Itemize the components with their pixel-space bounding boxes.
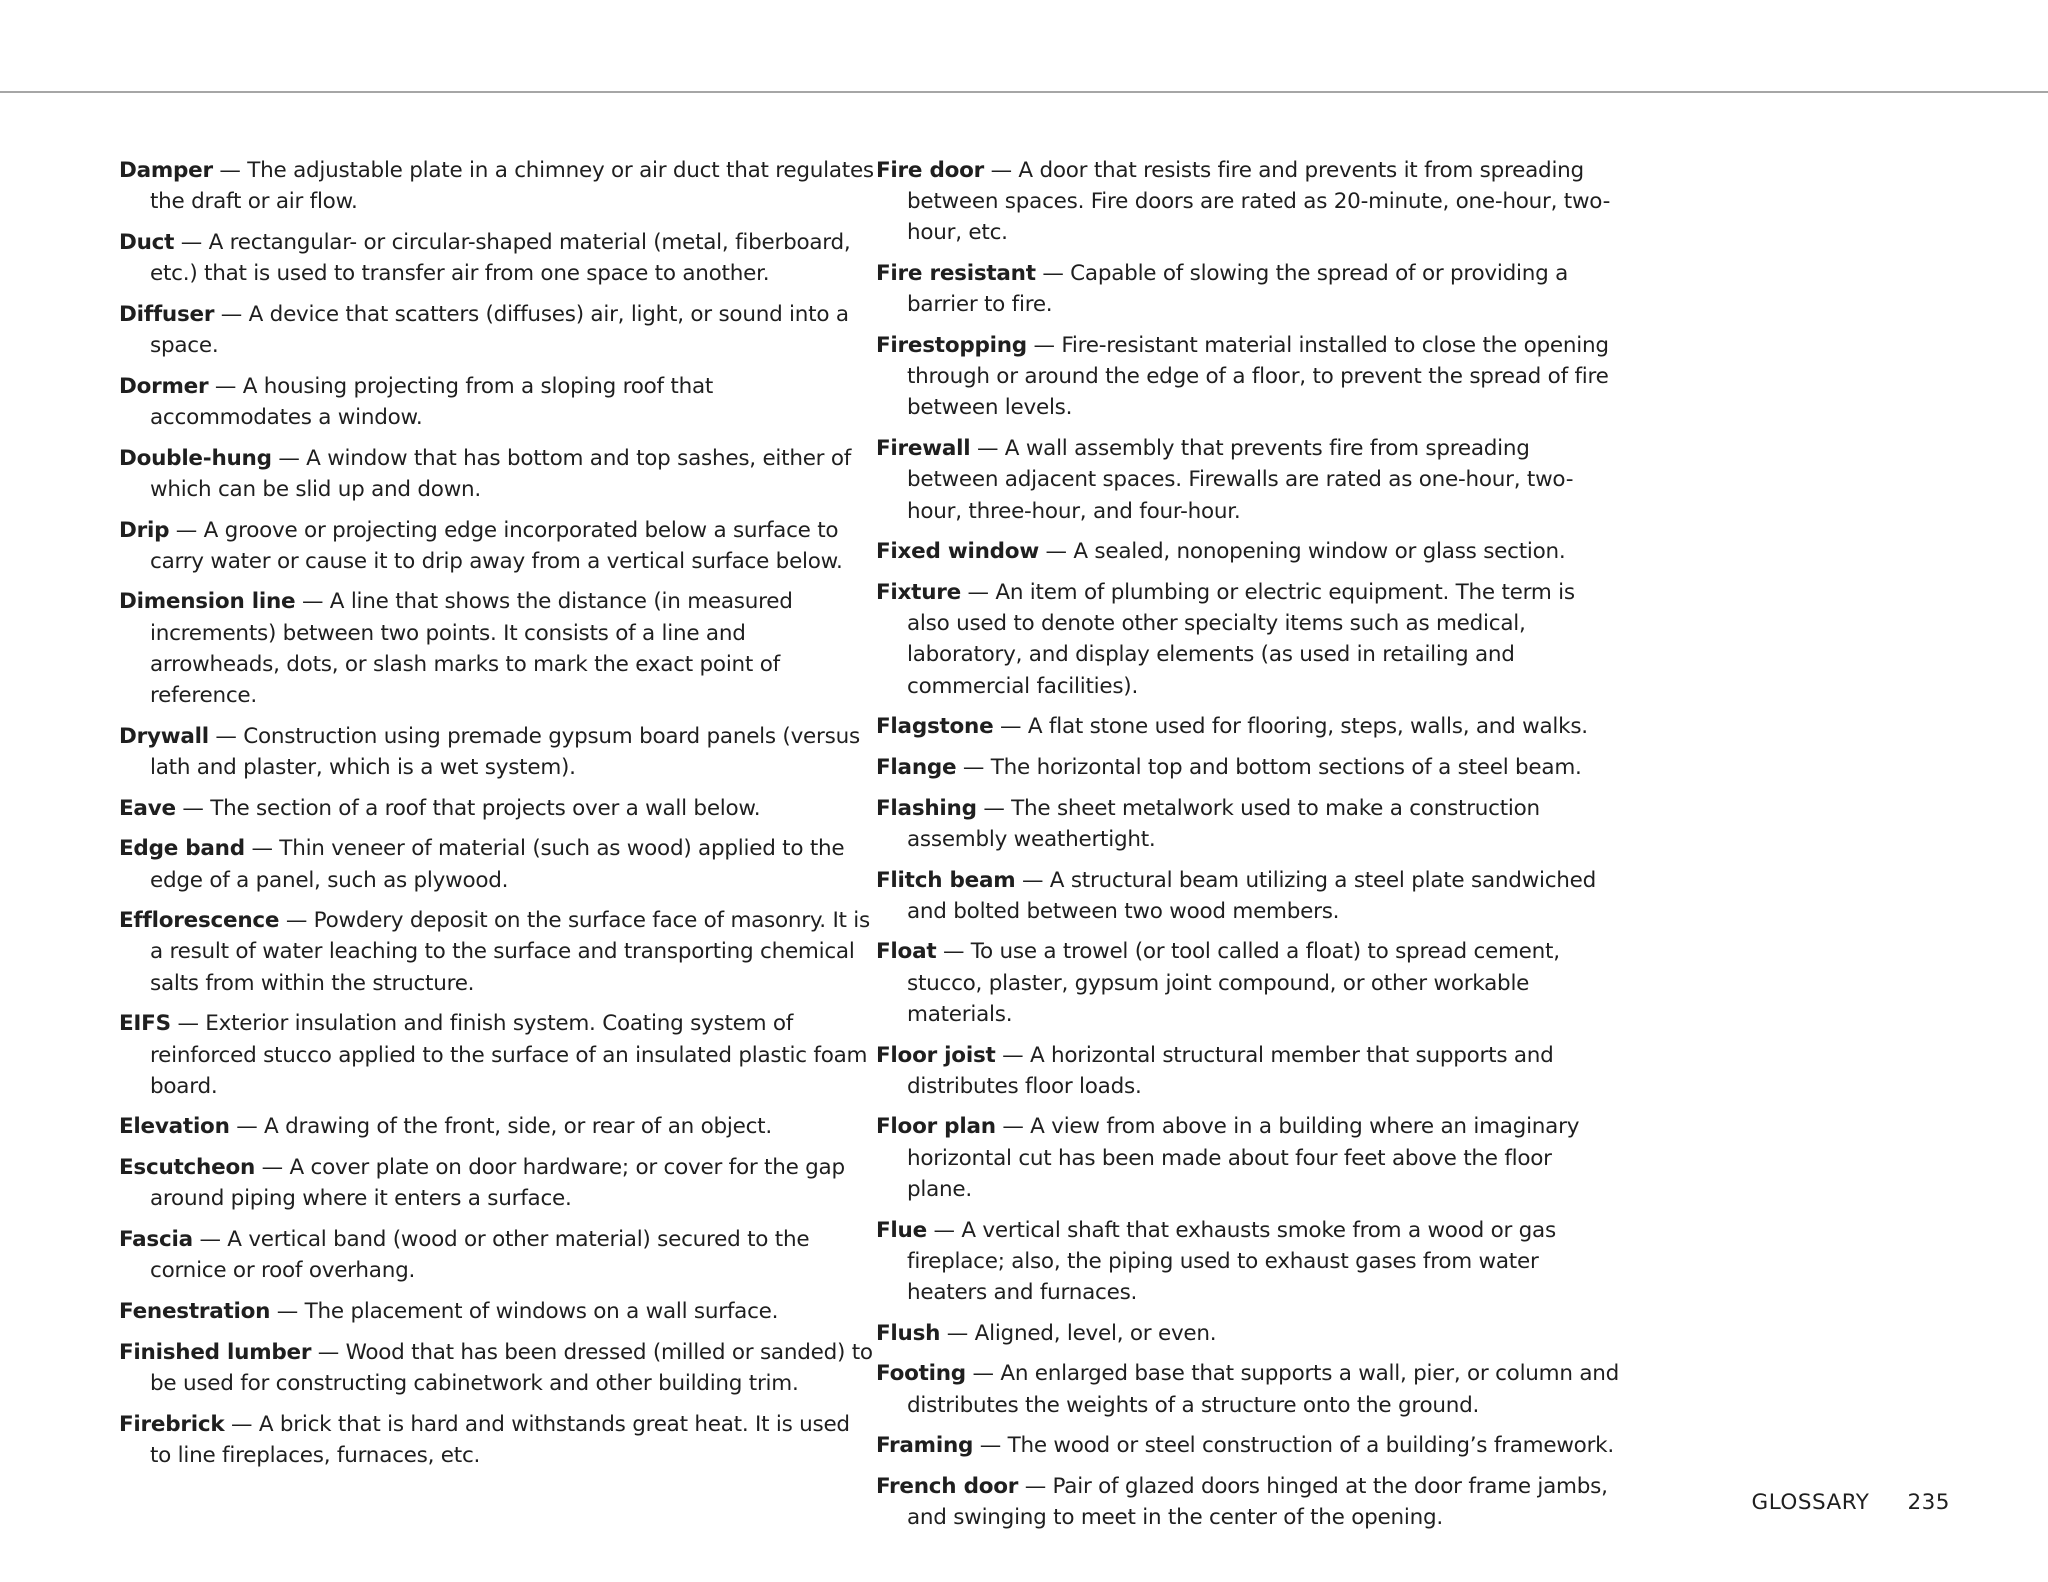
glossary-column-right xyxy=(876,155,1622,1543)
glossary-term: Flashing xyxy=(876,795,977,821)
glossary-entry xyxy=(119,793,875,824)
glossary-term: Firestopping xyxy=(876,333,1027,359)
glossary-entry xyxy=(119,1008,875,1102)
glossary-entry xyxy=(876,752,1622,783)
glossary-definition: — A flat stone used for flooring, steps, walls, and walks. xyxy=(993,714,1588,740)
glossary-entry xyxy=(876,577,1622,702)
glossary-term: Fenestration xyxy=(119,1299,271,1324)
glossary-entry xyxy=(119,1224,875,1286)
glossary-term: Flue xyxy=(876,1217,927,1243)
glossary-term: Fire door xyxy=(876,158,985,183)
glossary-definition: — Fire-resistant material installed to close the opening through or around the edge of a floor, to prevent the spread of fire between levels. xyxy=(907,333,1609,421)
glossary-definition: — The sheet metalwork used to make a construction assembly weathertight. xyxy=(907,795,1540,852)
glossary-term: Duct xyxy=(119,229,175,255)
glossary-entry xyxy=(876,711,1622,742)
glossary-definition: — The section of a roof that projects over a wall below. xyxy=(175,795,761,821)
glossary-term: Firewall xyxy=(876,436,971,462)
glossary-entry xyxy=(119,1409,875,1471)
glossary-entry xyxy=(876,1111,1622,1205)
glossary-definition: — A brick that is hard and withstands great heat. It is used to line fireplaces, furnaces, etc. xyxy=(150,1411,850,1468)
glossary-term: EIFS xyxy=(119,1011,171,1037)
glossary-definition: — A window that has bottom and top sashes, either of which can be slid up and down. xyxy=(150,445,852,502)
glossary-entry xyxy=(119,1152,875,1214)
glossary-definition: — A line that shows the distance (in measured increments) between two points. It consists of a line and arrowheads, dots, or slash marks to mark the exact point of reference. xyxy=(150,589,793,709)
glossary-term: Fixed window xyxy=(876,539,1039,565)
glossary-term: Footing xyxy=(876,1361,966,1387)
glossary-definition: — A sealed, nonopening window or glass section. xyxy=(1038,539,1566,565)
glossary-term: Flagstone xyxy=(876,714,994,740)
glossary-definition: — A drawing of the front, side, or rear of an object. xyxy=(229,1114,772,1140)
glossary-term: Elevation xyxy=(119,1114,230,1140)
glossary-definition: — The placement of windows on a wall surface. xyxy=(270,1299,779,1324)
glossary-entry xyxy=(876,155,1622,249)
glossary-entry xyxy=(119,515,875,577)
glossary-definition: — A vertical shaft that exhausts smoke from a wood or gas fireplace; also, the piping used to exhaust gases from water heaters and furnaces. xyxy=(907,1217,1556,1305)
glossary-term: Eave xyxy=(119,795,176,821)
glossary-term: Float xyxy=(876,939,937,965)
glossary-entry xyxy=(119,1296,875,1327)
glossary-entry xyxy=(876,536,1622,567)
glossary-definition: — The wood or steel construction of a building’s framework. xyxy=(973,1433,1614,1459)
glossary-definition: — Powdery deposit on the surface face of masonry. It is a result of water leaching to the surface and transporting chemical salts from within the structure. xyxy=(150,908,870,996)
glossary-term: Fire resistant xyxy=(876,261,1036,287)
glossary-definition: — A vertical band (wood or other material) secured to the cornice or roof overhang. xyxy=(150,1227,810,1284)
glossary-definition: — Pair of glazed doors hinged at the door frame jambs, and swinging to meet in the center of the opening. xyxy=(907,1474,1608,1531)
glossary-definition: — The adjustable plate in a chimney or air duct that regulates the draft or air flow. xyxy=(150,158,874,215)
glossary-entry xyxy=(876,793,1622,855)
glossary-term: Flange xyxy=(876,754,957,780)
glossary-definition: — The horizontal top and bottom sections of a steel beam. xyxy=(956,754,1582,780)
glossary-column-left xyxy=(119,155,875,1481)
glossary-entry xyxy=(876,1215,1622,1309)
page-footer xyxy=(1752,1488,1950,1518)
glossary-entry xyxy=(876,330,1622,424)
glossary-entry xyxy=(119,586,875,711)
glossary-definition: — A horizontal structural member that supports and distributes floor loads. xyxy=(907,1042,1554,1099)
glossary-term: Firebrick xyxy=(119,1411,225,1437)
page-number: 235 xyxy=(1907,1490,1950,1515)
glossary-entry xyxy=(119,443,875,505)
glossary-entry xyxy=(119,371,875,433)
glossary-term: Escutcheon xyxy=(119,1155,256,1181)
glossary-definition: — A wall assembly that prevents fire from spreading between adjacent spaces. Firewalls are rated as one-hour, two-hour, three-hour, and four-hour. xyxy=(907,436,1574,524)
glossary-term: Flush xyxy=(876,1320,941,1346)
glossary-definition: — A structural beam utilizing a steel plate sandwiched and bolted between two wood members. xyxy=(907,867,1597,924)
glossary-definition: — Aligned, level, or even. xyxy=(940,1320,1217,1346)
glossary-entry xyxy=(119,299,875,361)
glossary-entry xyxy=(119,833,875,895)
glossary-definition: — Capable of slowing the spread of or providing a barrier to fire. xyxy=(907,261,1569,318)
glossary-definition: — Exterior insulation and finish system. Coating system of reinforced stucco applied to the surface of an insulated plastic foam board. xyxy=(150,1011,868,1099)
glossary-term: Efflorescence xyxy=(119,908,280,934)
glossary-definition: — A view from above in a building where an imaginary horizontal cut has been made about four feet above the floor plane. xyxy=(907,1114,1580,1202)
glossary-entry xyxy=(119,1337,875,1399)
top-rule xyxy=(0,91,2048,93)
glossary-definition: — A device that scatters (diffuses) air, light, or sound into a space. xyxy=(150,301,849,359)
glossary-term: Drip xyxy=(119,517,170,543)
glossary-definition: — An enlarged base that supports a wall, pier, or column and distributes the weights of a structure onto the ground. xyxy=(907,1361,1620,1418)
glossary-term: Damper xyxy=(119,158,213,183)
glossary-definition: — A groove or projecting edge incorporated below a surface to carry water or cause it to drip away from a vertical surface below. xyxy=(150,517,843,574)
glossary-definition: — A cover plate on door hardware; or cover for the gap around piping where it enters a surface. xyxy=(150,1155,845,1212)
glossary-entry xyxy=(119,905,875,999)
footer-section-label: GLOSSARY xyxy=(1751,1490,1870,1515)
glossary-term: Floor joist xyxy=(876,1042,996,1068)
glossary-entry xyxy=(876,1430,1622,1461)
glossary-definition: — A rectangular- or circular-shaped material (metal, fiberboard, etc.) that is used to transfer air from one space to another. xyxy=(150,229,851,287)
glossary-definition: — Wood that has been dressed (milled or sanded) to be used for constructing cabinetwork and other building trim. xyxy=(150,1339,873,1396)
glossary-term: Edge band xyxy=(119,836,245,862)
glossary-term: Fixture xyxy=(876,579,961,605)
glossary-entry xyxy=(119,1111,875,1142)
glossary-term: Framing xyxy=(876,1433,974,1459)
glossary-entry xyxy=(876,433,1622,527)
glossary-definition: — An item of plumbing or electric equipment. The term is also used to denote other specialty items such as medical, laboratory, and display elements (as used in retailing and commercial facilities). xyxy=(907,579,1575,699)
glossary-definition: — A housing projecting from a sloping roof that accommodates a window. xyxy=(150,373,714,430)
glossary-definition: — A door that resists fire and prevents it from spreading between spaces. Fire doors are rated as 20-minute, one-hour, two-hour, etc. xyxy=(907,158,1611,246)
glossary-term: Fascia xyxy=(119,1227,193,1253)
glossary-entry xyxy=(876,1318,1622,1349)
glossary-definition: — To use a trowel (or tool called a float) to spread cement, stucco, plaster, gypsum joint compound, or other workable materials. xyxy=(907,939,1560,1027)
glossary-entry xyxy=(876,258,1622,320)
glossary-term: Dimension line xyxy=(119,589,296,615)
glossary-definition: — Thin veneer of material (such as wood) applied to the edge of a panel, such as plywood. xyxy=(150,836,845,893)
glossary-term: French door xyxy=(876,1474,1019,1500)
glossary-term: Finished lumber xyxy=(119,1339,312,1365)
glossary-entry xyxy=(119,155,875,217)
glossary-entry xyxy=(119,227,875,289)
glossary-term: Dormer xyxy=(119,373,209,399)
glossary-entry xyxy=(876,865,1622,927)
glossary-entry xyxy=(876,1358,1622,1420)
glossary-term: Flitch beam xyxy=(876,867,1016,893)
glossary-term: Drywall xyxy=(119,723,209,749)
glossary-entry xyxy=(876,936,1622,1030)
glossary-entry xyxy=(876,1040,1622,1102)
glossary-term: Diffuser xyxy=(119,301,215,327)
glossary-term: Floor plan xyxy=(876,1114,996,1140)
glossary-definition: — Construction using premade gypsum board panels (versus lath and plaster, which is a wet system). xyxy=(150,723,860,780)
glossary-term: Double-hung xyxy=(119,445,272,471)
glossary-entry xyxy=(119,721,875,783)
glossary-entry xyxy=(876,1471,1622,1533)
